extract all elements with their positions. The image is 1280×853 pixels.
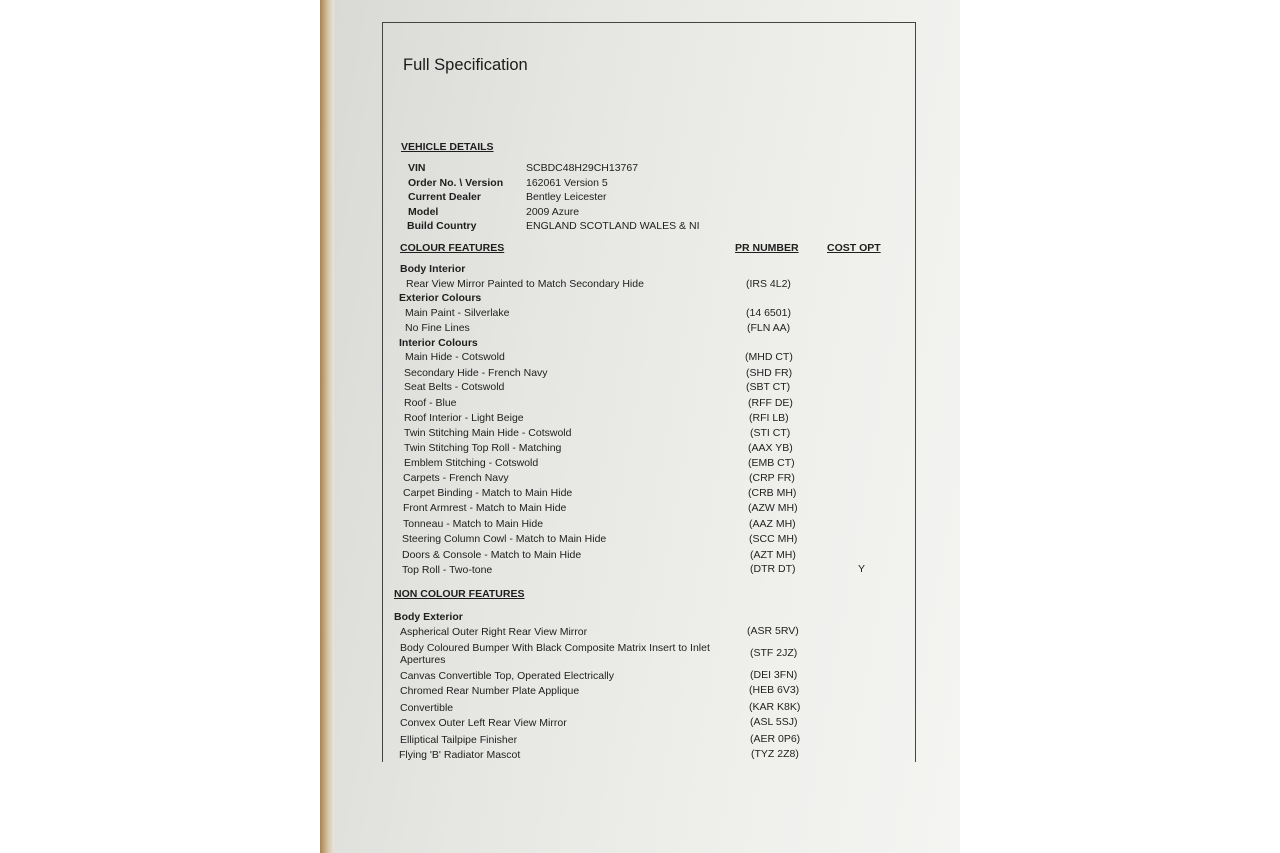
item-pr: (AER 0P6) [750,733,801,745]
dealer-label: Current Dealer [408,191,481,203]
item-pr: (KAR K8K) [749,701,801,713]
item-pr: (RFI LB) [749,412,789,424]
item-pr: (DTR DT) [750,563,796,575]
item-label: Seat Belts - Cotswold [404,381,505,393]
item-label: Rear View Mirror Painted to Match Secondary Hide [406,278,644,290]
group-exterior-colours: Exterior Colours [399,292,482,304]
item-pr: (SCC MH) [749,533,798,545]
item-pr: (CRP FR) [749,472,795,484]
colour-features-heading: COLOUR FEATURES [400,242,505,254]
group-interior-colours: Interior Colours [399,337,478,349]
dealer-value: Bentley Leicester [526,191,607,203]
item-label: Elliptical Tailpipe Finisher [400,734,518,746]
group-body-interior: Body Interior [400,263,466,275]
model-value: 2009 Azure [526,206,580,218]
model-label: Model [408,206,439,218]
item-label: Twin Stitching Main Hide - Cotswold [404,427,572,439]
vehicle-details-heading: VEHICLE DETAILS [401,141,494,153]
item-label: Emblem Stitching - Cotswold [404,457,539,469]
item-label: Twin Stitching Top Roll - Matching [404,442,562,454]
item-label: Chromed Rear Number Plate Applique [400,685,580,697]
item-pr: (CRB MH) [748,487,797,499]
item-label: Aspherical Outer Right Rear View Mirror [400,626,588,638]
item-pr: (EMB CT) [748,457,795,469]
cost-opt-header: COST OPT [827,242,881,254]
item-cost-opt: Y [858,563,866,575]
item-label: Body Coloured Bumper With Black Composite Matrix Insert to Inlet [400,642,710,654]
item-label: Carpet Binding - Match to Main Hide [403,487,573,499]
country-label: Build Country [407,220,477,232]
item-pr: (AAX YB) [748,442,793,454]
item-label: Doors & Console - Match to Main Hide [402,549,582,561]
item-label: Canvas Convertible Top, Operated Electrically [400,670,614,682]
vin-value: SCBDC48H29CH13767 [526,162,639,174]
item-pr: (AZW MH) [748,502,798,514]
item-pr: (HEB 6V3) [749,684,800,696]
item-label: Tonneau - Match to Main Hide [403,518,544,530]
item-pr: (DEI 3FN) [750,669,798,681]
item-pr: (FLN AA) [747,322,791,334]
item-label: Convertible [400,702,454,714]
item-pr: (IRS 4L2) [746,278,791,290]
item-pr: (ASL 5SJ) [750,716,798,728]
country-value: ENGLAND SCOTLAND WALES & NI [526,220,700,232]
pr-number-header: PR NUMBER [735,242,799,254]
item-pr: (MHD CT) [745,351,793,363]
order-value: 162061 Version 5 [526,177,608,189]
desk-edge [320,0,334,853]
item-pr: (14 6501) [746,307,791,319]
item-pr: (STF 2JZ) [750,647,798,659]
document-title: Full Specification [403,56,528,74]
item-label: No Fine Lines [405,322,470,334]
item-label: Convex Outer Left Rear View Mirror [400,717,567,729]
item-label-continued: Apertures [400,654,446,666]
item-label: Steering Column Cowl - Match to Main Hide [402,533,607,545]
item-label: Main Paint - Silverlake [405,307,510,319]
item-pr: (RFF DE) [748,397,793,409]
item-label: Top Roll - Two-tone [402,564,493,576]
item-pr: (AZT MH) [750,549,796,561]
non-colour-features-heading: NON COLOUR FEATURES [394,588,525,600]
item-pr: (STI CT) [750,427,791,439]
order-label: Order No. \ Version [408,177,504,189]
item-label: Front Armrest - Match to Main Hide [403,502,567,514]
item-label: Flying 'B' Radiator Mascot [399,749,521,761]
item-label: Roof Interior - Light Beige [404,412,524,424]
item-label: Carpets - French Navy [403,472,509,484]
item-label: Secondary Hide - French Navy [404,367,548,379]
item-pr: (AAZ MH) [749,518,796,530]
group-body-exterior: Body Exterior [394,611,463,623]
vin-label: VIN [408,162,426,174]
item-pr: (SHD FR) [746,367,793,379]
item-pr: (TYZ 2Z8) [751,748,799,760]
item-label: Main Hide - Cotswold [405,351,505,363]
item-pr: (SBT CT) [746,381,791,393]
item-pr: (ASR 5RV) [747,625,799,637]
item-label: Roof - Blue [404,397,457,409]
